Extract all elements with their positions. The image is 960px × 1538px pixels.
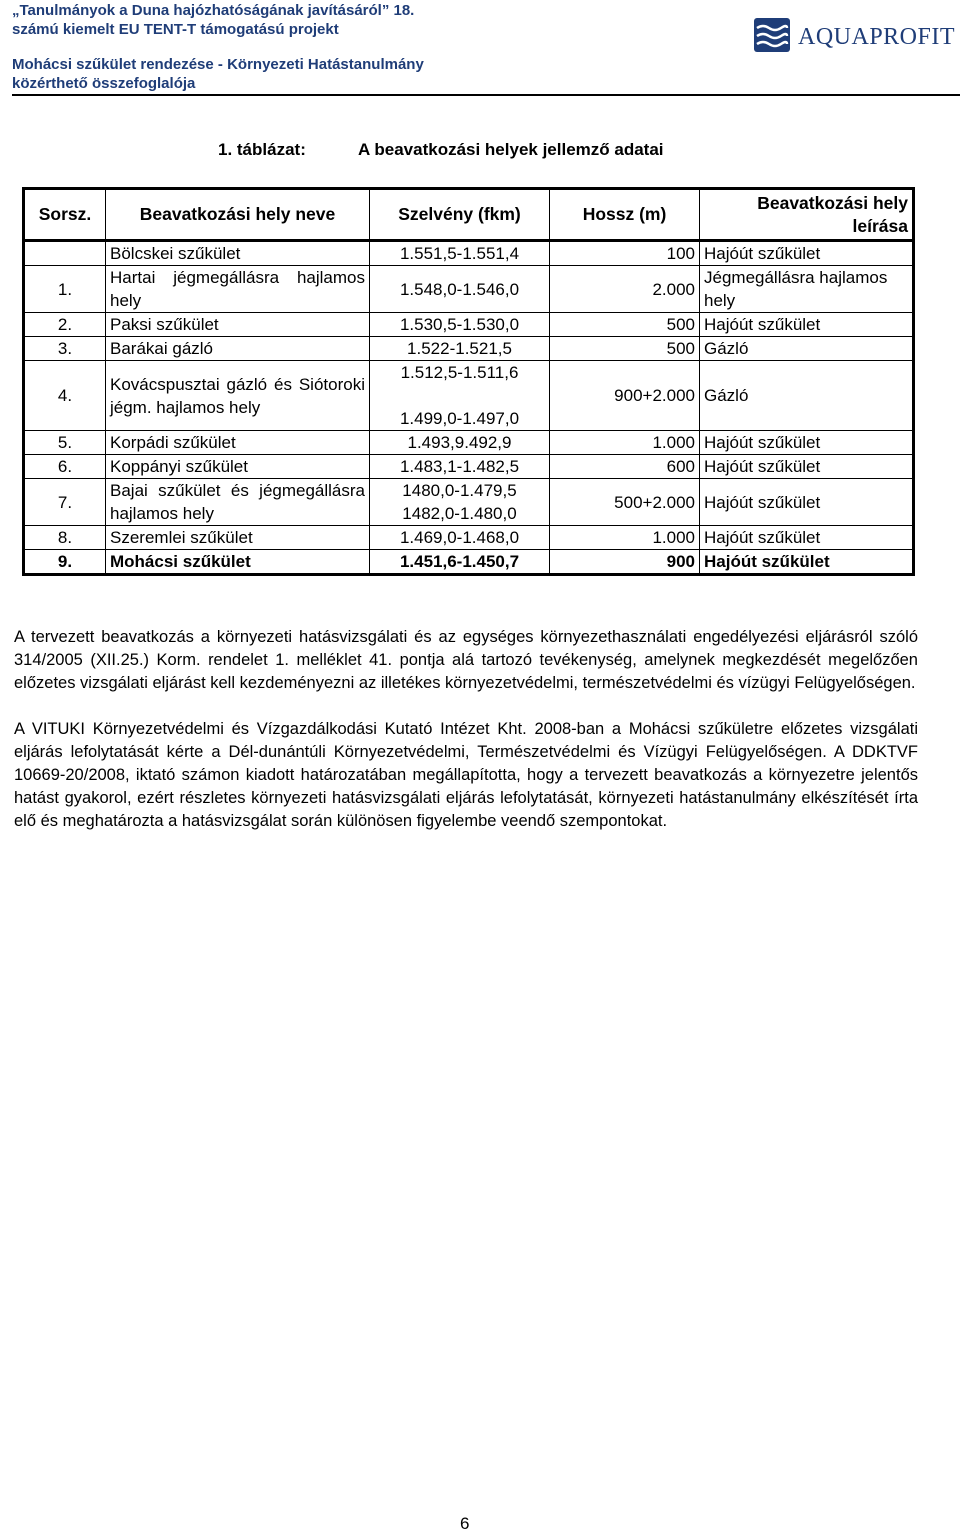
table-row: 9. Mohácsi szűkület 1.451,6-1.450,7 900 Hajóút szűkület (24, 550, 914, 575)
header-line-1: „Tanulmányok a Duna hajózhatóságának javításáról” 18. (12, 2, 415, 19)
body-paragraph-2: A VITUKI Környezetvédelmi és Vízgazdálkodási Kutató Intézet Kht. 2008-ban a Mohácsi szűkületre előzetes vizsgálati eljárás lefolytatását kérte a Dél-dunántúli Környezetvédelmi, Természetvédelmi és Vízügyi Felügyelőségen. A DDKTVF 10669-20/2008, iktató számon kiadott határozatában megállapította, hogy a tervezett beavatkozás a környezetre jelentős hatást gyakorol, ezért részletes környezeti hatásvizsgálati eljárás lefolytatását, környezeti hatástanulmány elkészítését írta elő és meghatározta a hatásvizsgálat során különösen figyelembe veendő szempontokat. (14, 720, 918, 830)
szelveny-part-a: 1480,0-1.479,5 (402, 481, 517, 500)
header-sorsz: Sorsz. (24, 189, 106, 241)
table-row: 4. Kovácspusztai gázló és Siótoroki jégm. hajlamos hely 1.512,5-1.511,6 1.499,0-1.497,0 900+2.000 Gázló (24, 361, 914, 431)
table-row: 8. Szeremlei szűkület 1.469,0-1.468,0 1.000 Hajóút szűkület (24, 526, 914, 550)
table-caption-label: 1. táblázat: (218, 140, 306, 159)
table-row: 6. Koppányi szűkület 1.483,1-1.482,5 600 Hajóút szűkület (24, 455, 914, 479)
page-header (12, 2, 960, 96)
header-line-3: Mohácsi szűkület rendezése - Környezeti Hatástanulmány (12, 56, 424, 73)
table-row: Bölcskei szűkület 1.551,5-1.551,4 100 Hajóút szűkület (24, 241, 914, 266)
table-row: 5. Korpádi szűkület 1.493,9.492,9 1.000 Hajóút szűkület (24, 431, 914, 455)
szelveny-part-b: 1.499,0-1.497,0 (399, 409, 520, 428)
logo-wordmark: AQUAPROFIT (798, 24, 956, 50)
table-row: 7. Bajai szűkület és jégmegállásra hajlamos hely 1480,0-1.479,5 1482,0-1.480,0 500+2.000 Hajóút szűkület (24, 479, 914, 526)
body-paragraph-1: A tervezett beavatkozás a környezeti hatásvizsgálati és az egységes környezethasználati engedélyezési eljárásról szóló 314/2005 (XII.25.) Korm. rendelet 1. melléklet 41. pontja alá tartozó tevékenység, amelynek megkezdését megelőzően előzetes vizsgálati eljárást kell kezdeményezni az illetékes környezetvédelmi, természetvédelmi és vízügyi Felügyelőségen. (14, 628, 918, 692)
header-line-2: számú kiemelt EU TENT-T támogatású projekt (12, 21, 339, 38)
header-line-4: közérthető összefoglalója (12, 75, 196, 92)
szelveny-part-a: 1.512,5-1.511,6 (400, 363, 519, 382)
table-row: 1. Hartai jégmegállásra hajlamos hely 1.548,0-1.546,0 2.000 Jégmegállásra hajlamos hely (24, 266, 914, 313)
table-row: 3. Barákai gázló 1.522-1.521,5 500 Gázló (24, 337, 914, 361)
aquaprofit-logo (754, 16, 960, 56)
header-szelveny: Szelvény (fkm) (370, 189, 550, 241)
szelveny-part-b: 1482,0-1.480,0 (402, 504, 517, 523)
intervention-sites-table (22, 187, 915, 576)
header-leiras: Beavatkozási hely leírása (700, 189, 914, 241)
table-row: 2. Paksi szűkület 1.530,5-1.530,0 500 Hajóút szűkület (24, 313, 914, 337)
table-caption-title: A beavatkozási helyek jellemző adatai (358, 140, 664, 159)
header-hossz: Hossz (m) (550, 189, 700, 241)
aquaprofit-logo-icon (754, 18, 790, 52)
header-name: Beavatkozási hely neve (106, 189, 370, 241)
header-divider (12, 94, 960, 96)
page-number: 6 (460, 1514, 470, 1533)
